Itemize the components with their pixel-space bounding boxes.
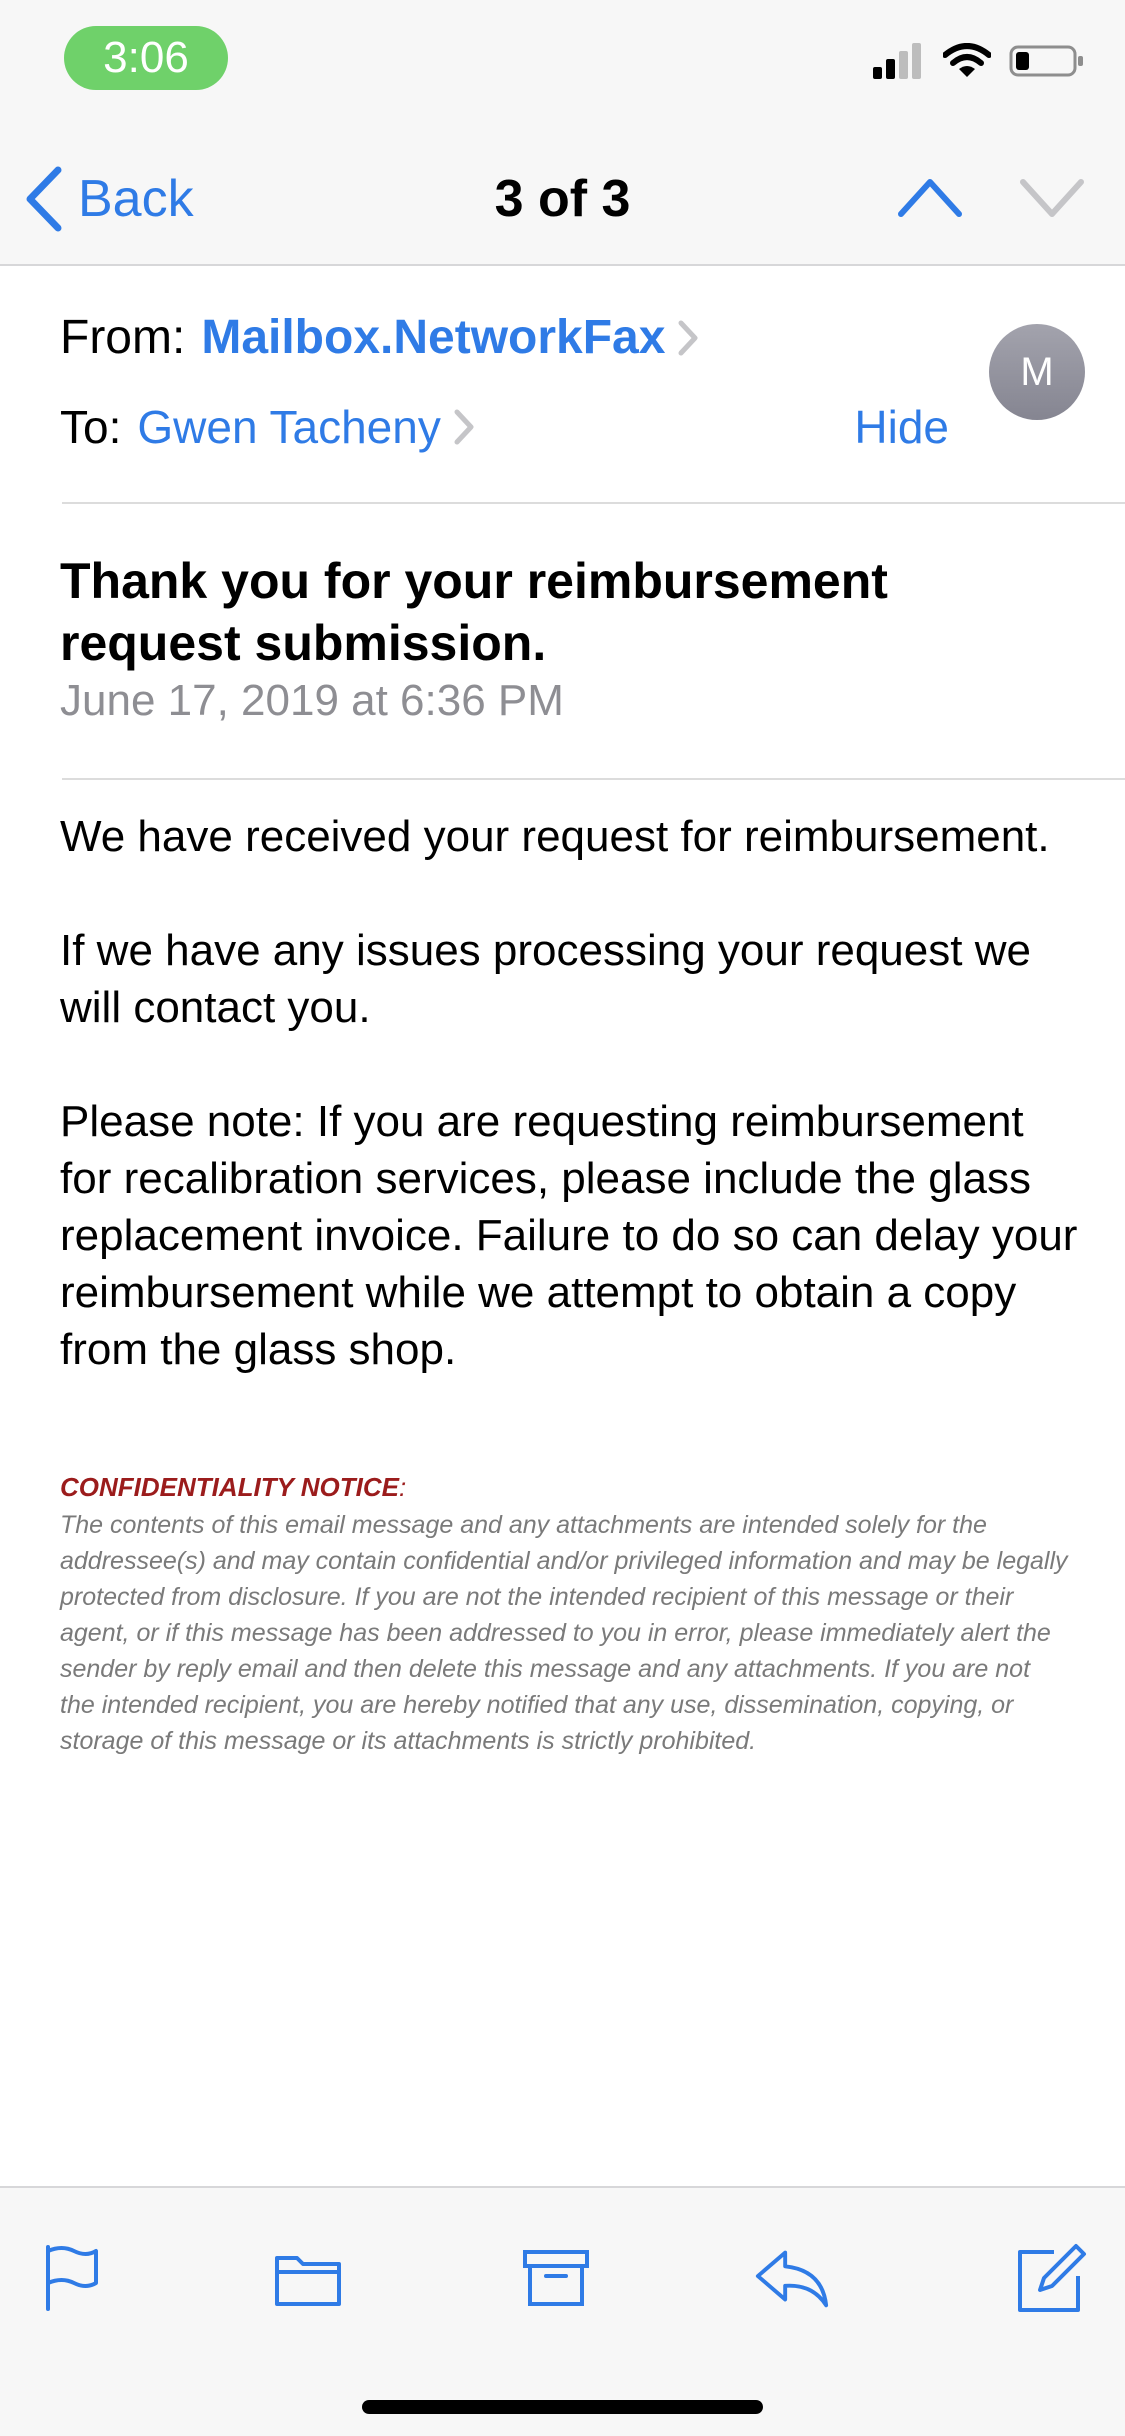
to-label: To: <box>60 401 122 453</box>
previous-message-button[interactable] <box>897 172 963 227</box>
bottom-toolbar <box>0 2186 1125 2436</box>
navigation-bar <box>0 132 1125 266</box>
recipient-name[interactable]: Gwen Tacheny <box>137 401 441 453</box>
body-paragraph: We have received your request for reimbursement. <box>60 812 1050 861</box>
compose-button[interactable] <box>1012 2238 1092 2318</box>
message-position-title: 3 of 3 <box>494 170 631 228</box>
home-indicator[interactable] <box>362 2400 763 2414</box>
message-navigation <box>897 172 1085 227</box>
archive-button[interactable] <box>516 2238 596 2318</box>
body-paragraph: If we have any issues processing your request we will contact you. <box>60 926 1031 1032</box>
reply-icon <box>752 2246 832 2310</box>
next-message-button[interactable] <box>1019 172 1085 227</box>
reply-button[interactable] <box>752 2238 832 2318</box>
folder-icon <box>273 2248 343 2308</box>
sender-avatar[interactable]: M <box>989 324 1085 420</box>
chevron-right-icon <box>677 319 699 357</box>
sender-name[interactable]: Mailbox.NetworkFax <box>201 311 666 364</box>
hide-details-button[interactable]: Hide <box>854 401 949 453</box>
cellular-signal-icon <box>873 43 925 84</box>
to-row <box>60 400 475 454</box>
body-paragraph: Please note: If you are requesting reimbursement for recalibration services, please include the glass replacement invoice. Failure to do so can delay your reimbursement while we attempt to obtain a copy from the glass shop. <box>60 1097 1078 1374</box>
subject-divider <box>62 778 1125 780</box>
move-to-folder-button[interactable] <box>268 2238 348 2318</box>
notice-colon: : <box>398 1472 407 1502</box>
wifi-icon <box>943 43 991 84</box>
status-bar <box>0 0 1125 132</box>
confidentiality-notice <box>60 1472 1070 1759</box>
from-row <box>60 310 699 365</box>
chevron-down-icon <box>1019 172 1085 222</box>
notice-title: CONFIDENTIALITY NOTICE <box>60 1472 399 1502</box>
message-header <box>0 266 1125 502</box>
chevron-right-icon <box>453 408 475 446</box>
back-label: Back <box>78 170 194 228</box>
message-subject: Thank you for your reimbursement request submission. <box>60 553 888 671</box>
message-body <box>60 808 1080 1435</box>
header-divider <box>62 502 1125 504</box>
notice-text: The contents of this email message and any attachments are intended solely for the addressee(s) and may contain confidential and/or privileged information and may be legally protected from disclosure. If you are not the intended recipient of this message or their agent, or if this message has been addressed to you in error, please immediately alert the sender by reply email and then delete this message and any attachments. If you are not the intended recipient, you are hereby notified that any use, dissemination, copying, or storage of this message or its attachments is strictly prohibited. <box>60 1511 1068 1755</box>
status-time[interactable]: 3:06 <box>64 26 228 90</box>
compose-icon <box>1014 2240 1090 2316</box>
message-date: June 17, 2019 at 6:36 PM <box>60 676 564 725</box>
from-label: From: <box>60 311 186 364</box>
status-icons <box>873 44 1085 84</box>
flag-icon <box>40 2243 104 2313</box>
archive-icon <box>521 2246 591 2310</box>
flag-button[interactable] <box>32 2238 112 2318</box>
chevron-up-icon <box>897 172 963 222</box>
battery-icon <box>1009 43 1085 84</box>
